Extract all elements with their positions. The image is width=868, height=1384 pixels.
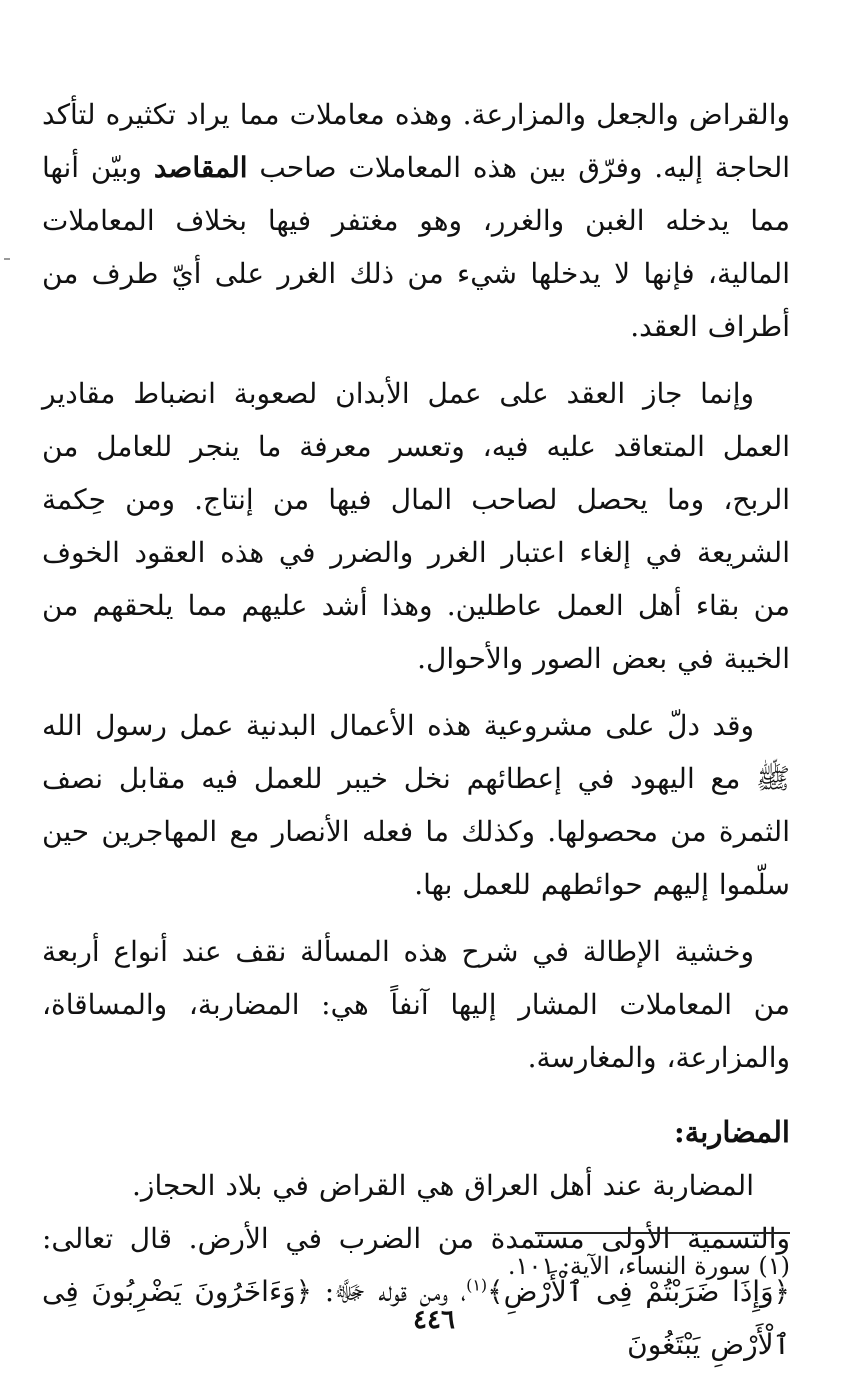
paragraph-1-text-start: والقراض والجعل والمزارعة. وهذه معاملات مما يراد تكثيره لتأكد الحاجة إليه. وفرّق بين هذه المعاملات صاحب — [42, 98, 791, 184]
quran-quote-1: ﴿وَإِذَا ضَرَبْتُمْ فِى ٱلْأَرْضِ﴾ — [487, 1275, 790, 1308]
page-number: ٤٤٦ — [413, 1305, 455, 1335]
paragraph-6 — [42, 1212, 790, 1371]
scan-mark — [4, 258, 10, 260]
paragraph-6-middle: ، ومن قوله ﷻ: — [312, 1275, 467, 1308]
paragraph-1-text-end: وبيّن أنها مما يدخله الغبن والغرر، وهو مغتفر فيها بخلاف المعاملات المالية، فإنها لا يدخلها شيء من ذلك الغرر على أيّ طرف من أطراف العقد. — [42, 151, 790, 343]
quran-quote-2: ﴿وَءَاخَرُونَ يَضْرِبُونَ فِى ٱلْأَرْضِ يَبْتَغُونَ — [42, 1275, 790, 1361]
book-title-maqasid: المقاصد — [153, 151, 248, 184]
paragraph-6-intro: والتسمية الأولى مستمدة من الضرب في الأرض. قال تعالى: — [42, 1222, 790, 1255]
paragraph-3: وقد دلّ على مشروعية هذه الأعمال البدنية عمل رسول الله ﷺ مع اليهود في إعطائهم نخل خيبر للعمل فيه مقابل نصف الثمرة من محصولها. وكذلك ما فعله الأنصار مع المهاجرين حين سلّموا إليهم حوائطهم للعمل بها. — [42, 709, 790, 901]
footnote-reference: (١) — [466, 1275, 488, 1295]
section-heading: المضاربة: — [674, 1115, 790, 1149]
footnote-separator — [535, 1232, 790, 1234]
paragraph-4: وخشية الإطالة في شرح هذه المسألة نقف عند أنواع أربعة من المعاملات المشار إليها آنفاً هي: المضاربة، والمساقاة، والمزارعة، والمغارسة. — [42, 935, 790, 1074]
paragraph-5: المضاربة عند أهل العراق هي القراض في بلاد الحجاز. — [132, 1169, 754, 1202]
footnote: (١) سورة النساء، الآية: ١٠١. — [507, 1252, 790, 1280]
page-body — [42, 88, 790, 1384]
paragraph-2: وإنما جاز العقد على عمل الأبدان لصعوبة انضباط مقادير العمل المتعاقد عليه فيه، وتعسر معرفة ما ينجر للعامل من الربح، وما يحصل لصاحب المال فيها من إنتاج. ومن حِكمة الشريعة في إلغاء اعتبار الغرر والضرر في هذه العقود الخوف من بقاء أهل العمل عاطلين. وهذا أشد عليهم مما يلحقهم من الخيبة في بعض الصور والأحوال. — [42, 377, 790, 675]
paragraph-1 — [42, 88, 790, 353]
